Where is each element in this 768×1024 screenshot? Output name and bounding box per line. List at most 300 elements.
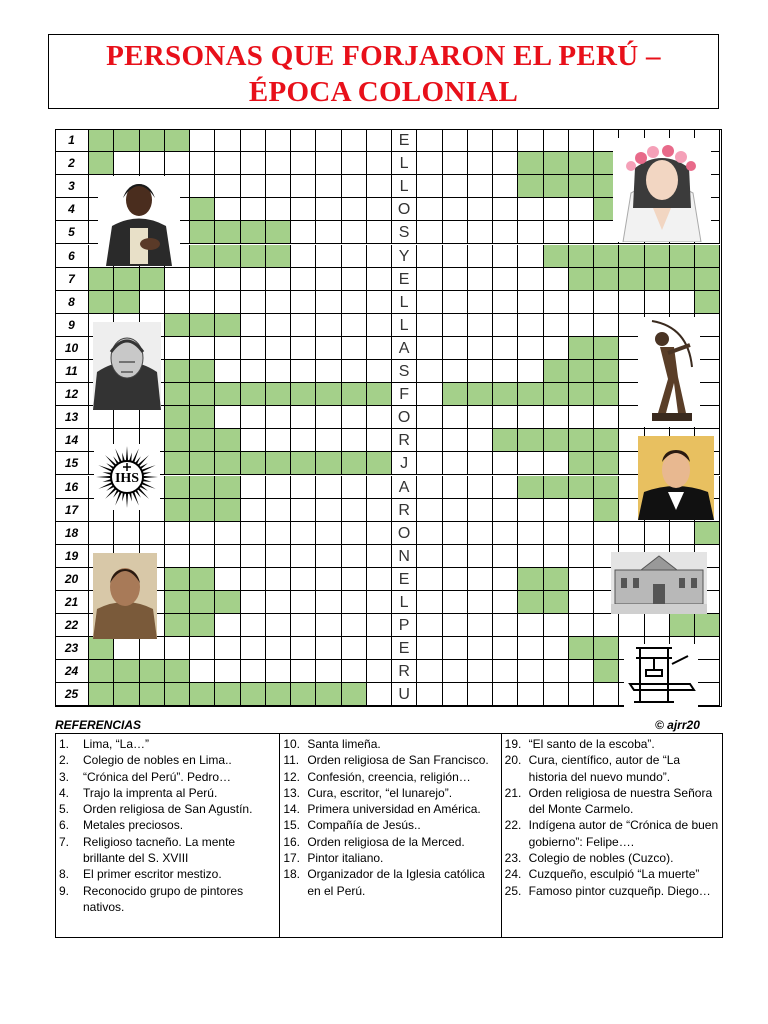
grid-cell[interactable]	[215, 221, 240, 244]
grid-cell[interactable]	[493, 568, 518, 591]
grid-cell[interactable]	[291, 337, 316, 360]
grid-cell[interactable]	[342, 637, 367, 660]
grid-cell[interactable]	[443, 314, 468, 337]
grid-cell[interactable]	[241, 314, 266, 337]
grid-cell[interactable]	[417, 591, 442, 614]
grid-cell[interactable]	[417, 660, 442, 683]
grid-cell[interactable]	[367, 614, 392, 637]
grid-cell[interactable]	[468, 545, 493, 568]
grid-cell[interactable]	[695, 291, 720, 314]
grid-cell[interactable]	[215, 614, 240, 637]
grid-cell[interactable]	[266, 614, 291, 637]
grid-cell[interactable]	[342, 383, 367, 406]
grid-cell[interactable]	[443, 660, 468, 683]
grid-cell[interactable]	[165, 614, 190, 637]
grid-cell[interactable]	[215, 175, 240, 198]
grid-cell[interactable]	[417, 337, 442, 360]
grid-cell[interactable]	[695, 614, 720, 637]
grid-cell[interactable]	[215, 406, 240, 429]
grid-cell[interactable]	[165, 129, 190, 152]
grid-cell[interactable]	[291, 245, 316, 268]
grid-cell[interactable]	[518, 660, 543, 683]
grid-cell[interactable]	[140, 129, 165, 152]
grid-cell[interactable]	[417, 429, 442, 452]
grid-cell[interactable]	[266, 545, 291, 568]
grid-cell[interactable]	[114, 660, 139, 683]
grid-cell[interactable]	[493, 429, 518, 452]
grid-cell[interactable]	[569, 637, 594, 660]
grid-cell[interactable]	[544, 429, 569, 452]
grid-cell[interactable]	[266, 522, 291, 545]
grid-cell[interactable]	[165, 360, 190, 383]
grid-cell[interactable]	[645, 268, 670, 291]
grid-cell[interactable]	[493, 522, 518, 545]
grid-cell[interactable]	[140, 291, 165, 314]
grid-cell[interactable]	[89, 291, 114, 314]
grid-cell[interactable]	[594, 268, 619, 291]
grid-cell[interactable]	[89, 522, 114, 545]
grid-cell[interactable]	[190, 268, 215, 291]
key-letter-cell[interactable]: Y	[392, 245, 417, 268]
grid-cell[interactable]	[594, 522, 619, 545]
grid-cell[interactable]	[190, 152, 215, 175]
grid-cell[interactable]	[544, 476, 569, 499]
grid-cell[interactable]	[493, 198, 518, 221]
grid-cell[interactable]	[291, 591, 316, 614]
grid-cell[interactable]	[544, 175, 569, 198]
grid-cell[interactable]	[316, 129, 341, 152]
grid-cell[interactable]	[266, 568, 291, 591]
grid-cell[interactable]	[190, 522, 215, 545]
grid-cell[interactable]	[569, 291, 594, 314]
grid-cell[interactable]	[544, 152, 569, 175]
grid-cell[interactable]	[342, 175, 367, 198]
key-letter-cell[interactable]: N	[392, 545, 417, 568]
grid-cell[interactable]	[291, 406, 316, 429]
grid-cell[interactable]	[544, 291, 569, 314]
grid-cell[interactable]	[190, 245, 215, 268]
grid-cell[interactable]	[215, 522, 240, 545]
key-letter-cell[interactable]: U	[392, 683, 417, 706]
grid-cell[interactable]	[367, 637, 392, 660]
grid-cell[interactable]	[266, 476, 291, 499]
grid-cell[interactable]	[417, 614, 442, 637]
grid-cell[interactable]	[695, 245, 720, 268]
grid-cell[interactable]	[569, 268, 594, 291]
grid-cell[interactable]	[569, 499, 594, 522]
grid-cell[interactable]	[266, 429, 291, 452]
grid-cell[interactable]	[342, 545, 367, 568]
grid-cell[interactable]	[645, 614, 670, 637]
grid-cell[interactable]	[367, 129, 392, 152]
grid-cell[interactable]	[468, 499, 493, 522]
grid-cell[interactable]	[518, 614, 543, 637]
grid-cell[interactable]	[140, 683, 165, 706]
grid-cell[interactable]	[291, 429, 316, 452]
grid-cell[interactable]	[367, 337, 392, 360]
grid-cell[interactable]	[316, 314, 341, 337]
grid-cell[interactable]	[544, 637, 569, 660]
grid-cell[interactable]	[215, 129, 240, 152]
grid-cell[interactable]	[241, 245, 266, 268]
grid-cell[interactable]	[493, 337, 518, 360]
grid-cell[interactable]	[569, 545, 594, 568]
grid-cell[interactable]	[190, 683, 215, 706]
grid-cell[interactable]	[140, 152, 165, 175]
grid-cell[interactable]	[544, 198, 569, 221]
key-letter-cell[interactable]: A	[392, 337, 417, 360]
grid-cell[interactable]	[569, 314, 594, 337]
grid-cell[interactable]	[291, 499, 316, 522]
grid-cell[interactable]	[165, 291, 190, 314]
grid-cell[interactable]	[165, 406, 190, 429]
grid-cell[interactable]	[190, 314, 215, 337]
grid-cell[interactable]	[342, 129, 367, 152]
grid-cell[interactable]	[316, 499, 341, 522]
grid-cell[interactable]	[367, 522, 392, 545]
grid-cell[interactable]	[468, 660, 493, 683]
grid-cell[interactable]	[544, 360, 569, 383]
grid-cell[interactable]	[443, 129, 468, 152]
grid-cell[interactable]	[443, 337, 468, 360]
grid-cell[interactable]	[569, 360, 594, 383]
key-letter-cell[interactable]: S	[392, 221, 417, 244]
grid-cell[interactable]	[544, 568, 569, 591]
grid-cell[interactable]	[367, 452, 392, 475]
grid-cell[interactable]	[241, 152, 266, 175]
grid-cell[interactable]	[417, 221, 442, 244]
grid-cell[interactable]	[342, 591, 367, 614]
grid-cell[interactable]	[241, 337, 266, 360]
grid-cell[interactable]	[367, 360, 392, 383]
grid-cell[interactable]	[215, 591, 240, 614]
grid-cell[interactable]	[241, 591, 266, 614]
key-letter-cell[interactable]: P	[392, 614, 417, 637]
key-letter-cell[interactable]: S	[392, 360, 417, 383]
grid-cell[interactable]	[316, 545, 341, 568]
grid-cell[interactable]	[493, 545, 518, 568]
grid-cell[interactable]	[190, 476, 215, 499]
grid-cell[interactable]	[316, 268, 341, 291]
grid-cell[interactable]	[417, 175, 442, 198]
grid-cell[interactable]	[215, 360, 240, 383]
grid-cell[interactable]	[291, 522, 316, 545]
grid-cell[interactable]	[544, 268, 569, 291]
grid-cell[interactable]	[316, 152, 341, 175]
key-letter-cell[interactable]: R	[392, 660, 417, 683]
grid-cell[interactable]	[443, 152, 468, 175]
grid-cell[interactable]	[569, 614, 594, 637]
grid-cell[interactable]	[89, 129, 114, 152]
grid-cell[interactable]	[316, 198, 341, 221]
grid-cell[interactable]	[140, 660, 165, 683]
grid-cell[interactable]	[569, 522, 594, 545]
grid-cell[interactable]	[215, 383, 240, 406]
grid-cell[interactable]	[190, 429, 215, 452]
grid-cell[interactable]	[443, 291, 468, 314]
grid-cell[interactable]	[342, 198, 367, 221]
grid-cell[interactable]	[140, 522, 165, 545]
grid-cell[interactable]	[367, 314, 392, 337]
grid-cell[interactable]	[569, 198, 594, 221]
grid-cell[interactable]	[215, 545, 240, 568]
grid-cell[interactable]	[417, 522, 442, 545]
grid-cell[interactable]	[215, 683, 240, 706]
grid-cell[interactable]	[670, 522, 695, 545]
grid-cell[interactable]	[468, 175, 493, 198]
grid-cell[interactable]	[367, 221, 392, 244]
grid-cell[interactable]	[544, 522, 569, 545]
grid-cell[interactable]	[215, 660, 240, 683]
grid-cell[interactable]	[165, 545, 190, 568]
grid-cell[interactable]	[468, 152, 493, 175]
grid-cell[interactable]	[518, 152, 543, 175]
grid-cell[interactable]	[645, 522, 670, 545]
grid-cell[interactable]	[417, 314, 442, 337]
grid-cell[interactable]	[468, 429, 493, 452]
grid-cell[interactable]	[569, 660, 594, 683]
key-letter-cell[interactable]: R	[392, 499, 417, 522]
grid-cell[interactable]	[493, 175, 518, 198]
grid-cell[interactable]	[417, 291, 442, 314]
grid-cell[interactable]	[468, 245, 493, 268]
grid-cell[interactable]	[316, 476, 341, 499]
grid-cell[interactable]	[114, 268, 139, 291]
grid-cell[interactable]	[367, 175, 392, 198]
grid-cell[interactable]	[518, 291, 543, 314]
grid-cell[interactable]	[342, 522, 367, 545]
grid-cell[interactable]	[518, 221, 543, 244]
grid-cell[interactable]	[544, 591, 569, 614]
grid-cell[interactable]	[544, 499, 569, 522]
grid-cell[interactable]	[190, 175, 215, 198]
grid-cell[interactable]	[316, 383, 341, 406]
key-letter-cell[interactable]: O	[392, 198, 417, 221]
grid-cell[interactable]	[291, 568, 316, 591]
grid-cell[interactable]	[443, 383, 468, 406]
grid-cell[interactable]	[190, 337, 215, 360]
grid-cell[interactable]	[291, 545, 316, 568]
grid-cell[interactable]	[241, 175, 266, 198]
grid-cell[interactable]	[241, 614, 266, 637]
grid-cell[interactable]	[316, 245, 341, 268]
grid-cell[interactable]	[165, 476, 190, 499]
grid-cell[interactable]	[594, 637, 619, 660]
grid-cell[interactable]	[569, 152, 594, 175]
grid-cell[interactable]	[266, 198, 291, 221]
key-letter-cell[interactable]: O	[392, 406, 417, 429]
grid-cell[interactable]	[518, 198, 543, 221]
grid-cell[interactable]	[342, 360, 367, 383]
grid-cell[interactable]	[165, 522, 190, 545]
grid-cell[interactable]	[443, 522, 468, 545]
grid-cell[interactable]	[190, 499, 215, 522]
grid-cell[interactable]	[645, 245, 670, 268]
grid-cell[interactable]	[417, 637, 442, 660]
grid-cell[interactable]	[367, 429, 392, 452]
grid-cell[interactable]	[316, 660, 341, 683]
grid-cell[interactable]	[569, 406, 594, 429]
grid-cell[interactable]	[569, 476, 594, 499]
grid-cell[interactable]	[291, 198, 316, 221]
grid-cell[interactable]	[468, 337, 493, 360]
grid-cell[interactable]	[367, 245, 392, 268]
grid-cell[interactable]	[215, 637, 240, 660]
grid-cell[interactable]	[518, 591, 543, 614]
grid-cell[interactable]	[594, 499, 619, 522]
grid-cell[interactable]	[165, 591, 190, 614]
grid-cell[interactable]	[443, 406, 468, 429]
grid-cell[interactable]	[518, 522, 543, 545]
grid-cell[interactable]	[518, 268, 543, 291]
grid-cell[interactable]	[518, 175, 543, 198]
grid-cell[interactable]	[569, 221, 594, 244]
grid-cell[interactable]	[241, 476, 266, 499]
grid-cell[interactable]	[291, 360, 316, 383]
grid-cell[interactable]	[544, 683, 569, 706]
grid-cell[interactable]	[569, 383, 594, 406]
grid-cell[interactable]	[518, 568, 543, 591]
grid-cell[interactable]	[316, 452, 341, 475]
grid-cell[interactable]	[291, 314, 316, 337]
grid-cell[interactable]	[493, 660, 518, 683]
grid-cell[interactable]	[417, 360, 442, 383]
grid-cell[interactable]	[241, 268, 266, 291]
grid-cell[interactable]	[619, 268, 644, 291]
key-letter-cell[interactable]: O	[392, 522, 417, 545]
grid-cell[interactable]	[569, 245, 594, 268]
grid-cell[interactable]	[190, 545, 215, 568]
grid-cell[interactable]	[443, 175, 468, 198]
grid-cell[interactable]	[594, 383, 619, 406]
key-letter-cell[interactable]: L	[392, 314, 417, 337]
grid-cell[interactable]	[493, 499, 518, 522]
grid-cell[interactable]	[241, 129, 266, 152]
key-letter-cell[interactable]: E	[392, 637, 417, 660]
grid-cell[interactable]	[165, 683, 190, 706]
grid-cell[interactable]	[215, 429, 240, 452]
grid-cell[interactable]	[569, 129, 594, 152]
grid-cell[interactable]	[544, 337, 569, 360]
grid-cell[interactable]	[443, 591, 468, 614]
grid-cell[interactable]	[316, 683, 341, 706]
grid-cell[interactable]	[670, 268, 695, 291]
grid-cell[interactable]	[114, 637, 139, 660]
grid-cell[interactable]	[594, 337, 619, 360]
grid-cell[interactable]	[619, 614, 644, 637]
grid-cell[interactable]	[544, 221, 569, 244]
grid-cell[interactable]	[367, 568, 392, 591]
grid-cell[interactable]	[342, 476, 367, 499]
grid-cell[interactable]	[316, 568, 341, 591]
grid-cell[interactable]	[493, 268, 518, 291]
grid-cell[interactable]	[266, 129, 291, 152]
grid-cell[interactable]	[215, 198, 240, 221]
grid-cell[interactable]	[417, 683, 442, 706]
grid-cell[interactable]	[493, 452, 518, 475]
grid-cell[interactable]	[266, 660, 291, 683]
grid-cell[interactable]	[544, 383, 569, 406]
grid-cell[interactable]	[443, 429, 468, 452]
grid-cell[interactable]	[367, 545, 392, 568]
grid-cell[interactable]	[493, 245, 518, 268]
grid-cell[interactable]	[417, 499, 442, 522]
grid-cell[interactable]	[190, 129, 215, 152]
grid-cell[interactable]	[215, 314, 240, 337]
grid-cell[interactable]	[493, 683, 518, 706]
grid-cell[interactable]	[493, 476, 518, 499]
grid-cell[interactable]	[190, 406, 215, 429]
grid-cell[interactable]	[544, 660, 569, 683]
grid-cell[interactable]	[190, 568, 215, 591]
grid-cell[interactable]	[316, 360, 341, 383]
grid-cell[interactable]	[645, 291, 670, 314]
grid-cell[interactable]	[443, 614, 468, 637]
grid-cell[interactable]	[342, 221, 367, 244]
grid-cell[interactable]	[165, 637, 190, 660]
grid-cell[interactable]	[342, 683, 367, 706]
grid-cell[interactable]	[165, 452, 190, 475]
grid-cell[interactable]	[241, 383, 266, 406]
grid-cell[interactable]	[594, 452, 619, 475]
grid-cell[interactable]	[165, 383, 190, 406]
grid-cell[interactable]	[266, 175, 291, 198]
grid-cell[interactable]	[493, 591, 518, 614]
grid-cell[interactable]	[89, 683, 114, 706]
grid-cell[interactable]	[316, 429, 341, 452]
grid-cell[interactable]	[215, 291, 240, 314]
grid-cell[interactable]	[518, 406, 543, 429]
key-letter-cell[interactable]: L	[392, 291, 417, 314]
grid-cell[interactable]	[518, 245, 543, 268]
grid-cell[interactable]	[670, 291, 695, 314]
grid-cell[interactable]	[342, 499, 367, 522]
grid-cell[interactable]	[89, 152, 114, 175]
grid-cell[interactable]	[241, 452, 266, 475]
grid-cell[interactable]	[165, 660, 190, 683]
grid-cell[interactable]	[266, 406, 291, 429]
grid-cell[interactable]	[443, 245, 468, 268]
grid-cell[interactable]	[518, 383, 543, 406]
grid-cell[interactable]	[367, 591, 392, 614]
grid-cell[interactable]	[291, 152, 316, 175]
grid-cell[interactable]	[367, 291, 392, 314]
grid-cell[interactable]	[594, 291, 619, 314]
grid-cell[interactable]	[468, 683, 493, 706]
grid-cell[interactable]	[367, 660, 392, 683]
grid-cell[interactable]	[443, 568, 468, 591]
grid-cell[interactable]	[594, 360, 619, 383]
grid-cell[interactable]	[695, 268, 720, 291]
grid-cell[interactable]	[190, 291, 215, 314]
grid-cell[interactable]	[518, 683, 543, 706]
grid-cell[interactable]	[165, 152, 190, 175]
grid-cell[interactable]	[140, 637, 165, 660]
grid-cell[interactable]	[468, 198, 493, 221]
grid-cell[interactable]	[266, 360, 291, 383]
grid-cell[interactable]	[291, 452, 316, 475]
grid-cell[interactable]	[114, 522, 139, 545]
grid-cell[interactable]	[594, 660, 619, 683]
grid-cell[interactable]	[569, 591, 594, 614]
grid-cell[interactable]	[468, 568, 493, 591]
grid-cell[interactable]	[417, 268, 442, 291]
grid-cell[interactable]	[443, 198, 468, 221]
grid-cell[interactable]	[241, 683, 266, 706]
grid-cell[interactable]	[594, 476, 619, 499]
grid-cell[interactable]	[316, 637, 341, 660]
grid-cell[interactable]	[443, 683, 468, 706]
